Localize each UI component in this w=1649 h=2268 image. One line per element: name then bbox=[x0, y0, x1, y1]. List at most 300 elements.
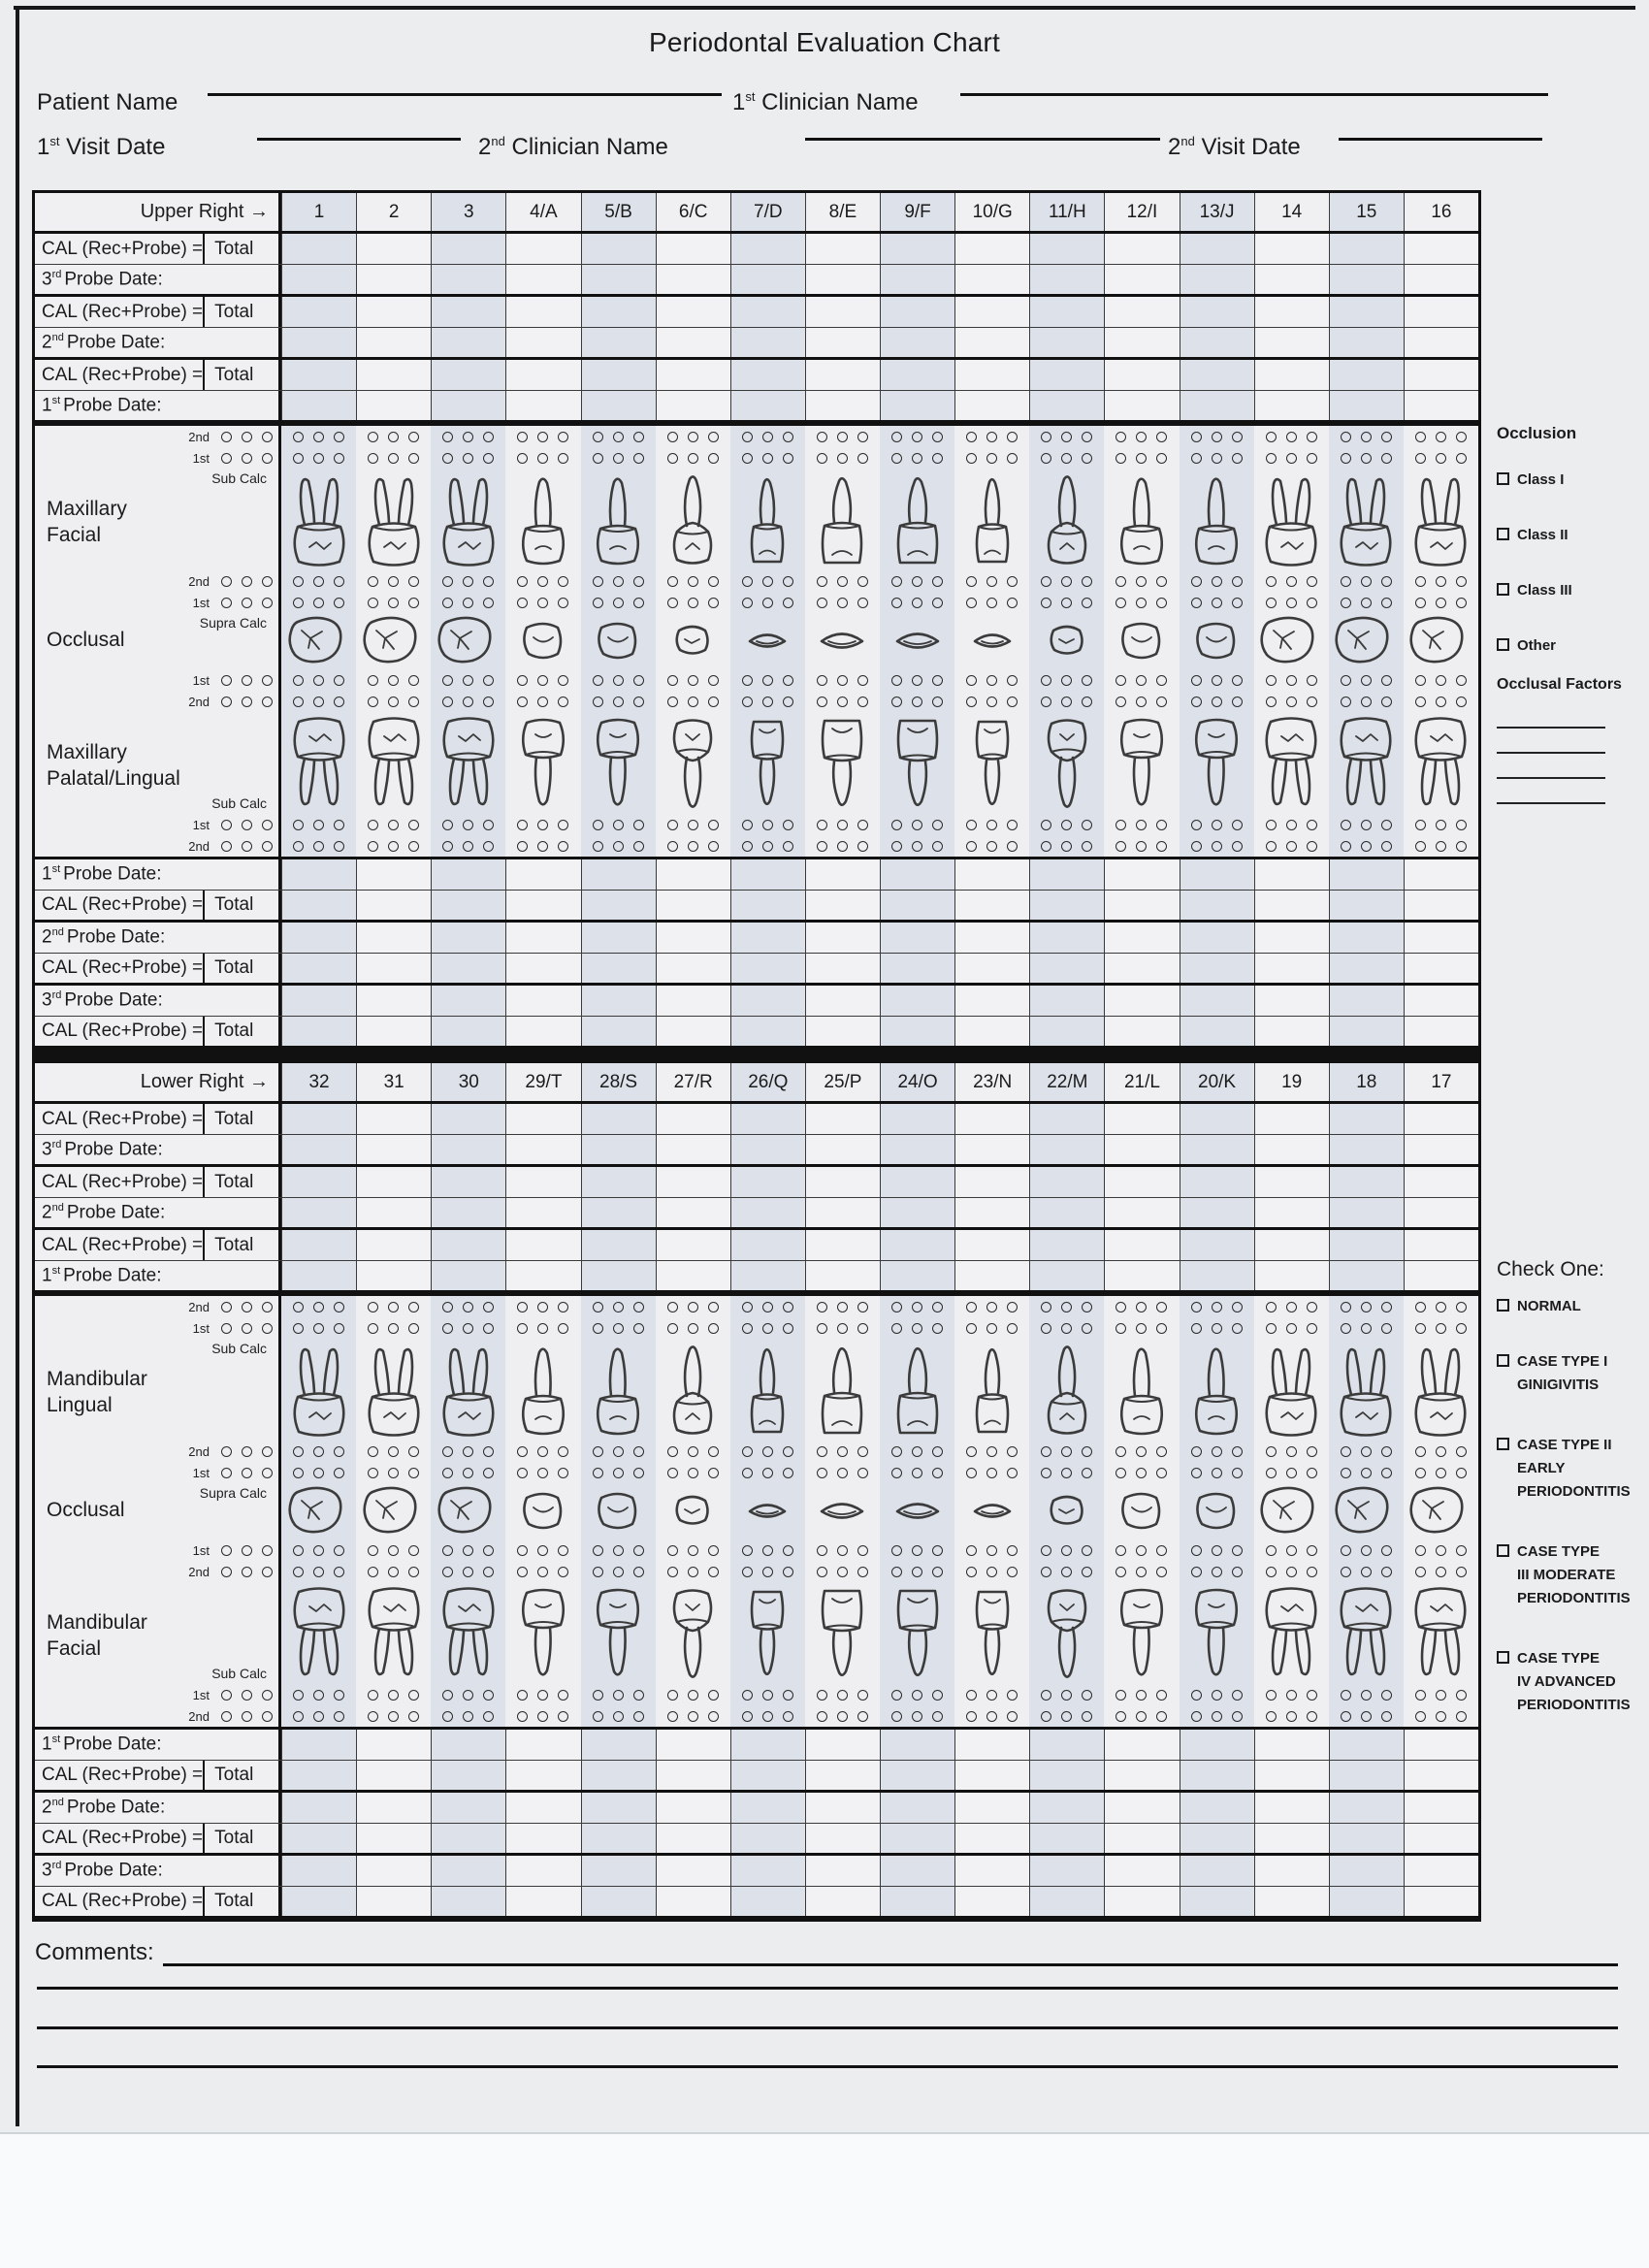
cal-cell-8/E[interactable] bbox=[805, 234, 880, 264]
probe-circle[interactable] bbox=[242, 432, 252, 442]
probe-circle[interactable] bbox=[537, 841, 548, 852]
probe-circle[interactable] bbox=[1341, 1711, 1351, 1722]
probe-circle[interactable] bbox=[463, 453, 473, 464]
cal-cell-24/O[interactable] bbox=[880, 1887, 954, 1916]
probe-circle[interactable] bbox=[388, 1468, 399, 1478]
cal-cell-2[interactable] bbox=[356, 1017, 431, 1046]
probe-circle[interactable] bbox=[1341, 432, 1351, 442]
cal-cell-16[interactable] bbox=[1404, 954, 1478, 983]
probe-circle[interactable] bbox=[1061, 697, 1072, 707]
cal-cell-13/J[interactable] bbox=[1180, 234, 1254, 264]
probe2-cell-15[interactable] bbox=[1329, 328, 1404, 357]
cal-cell-29/T[interactable] bbox=[505, 1887, 580, 1916]
probe1-cell-8/E[interactable] bbox=[805, 859, 880, 890]
probe-circle[interactable] bbox=[442, 1690, 453, 1701]
probe-circle[interactable] bbox=[783, 432, 793, 442]
probe-circle[interactable] bbox=[408, 1711, 419, 1722]
cal-cell-23/N[interactable] bbox=[954, 1761, 1029, 1790]
probe-circle[interactable] bbox=[408, 1567, 419, 1577]
probe2-cell-7/D[interactable] bbox=[730, 923, 805, 953]
probe-circle[interactable] bbox=[537, 576, 548, 587]
probe-circle[interactable] bbox=[1041, 1302, 1051, 1312]
probe-circle[interactable] bbox=[708, 820, 719, 830]
probe-circle[interactable] bbox=[1456, 1446, 1467, 1457]
probe-circle[interactable] bbox=[242, 1446, 252, 1457]
probe3-cell-13/J[interactable] bbox=[1180, 265, 1254, 294]
probe-circle[interactable] bbox=[313, 453, 324, 464]
cal-cell-32[interactable] bbox=[281, 1824, 356, 1853]
probe1-cell-16[interactable] bbox=[1404, 391, 1478, 420]
probe3-cell-10/G[interactable] bbox=[954, 265, 1029, 294]
probe-circle[interactable] bbox=[891, 675, 902, 686]
probe-circle[interactable] bbox=[837, 1690, 848, 1701]
cal-cell-10/G[interactable] bbox=[954, 954, 1029, 983]
probe-circle[interactable] bbox=[783, 1711, 793, 1722]
probe-circle[interactable] bbox=[537, 1302, 548, 1312]
cal-cell-15[interactable] bbox=[1329, 360, 1404, 390]
probe-circle[interactable] bbox=[1007, 453, 1018, 464]
probe3-cell-26/Q[interactable] bbox=[730, 1856, 805, 1886]
probe-circle[interactable] bbox=[388, 576, 399, 587]
probe-circle[interactable] bbox=[442, 1567, 453, 1577]
probe-circle[interactable] bbox=[633, 453, 644, 464]
cal-cell-29/T[interactable] bbox=[505, 1104, 580, 1134]
probe1-cell-12/I[interactable] bbox=[1104, 391, 1179, 420]
probe-circle[interactable] bbox=[932, 1711, 943, 1722]
probe-circle[interactable] bbox=[1116, 432, 1126, 442]
probe1-cell-11/H[interactable] bbox=[1029, 391, 1104, 420]
cal-cell-27/R[interactable] bbox=[656, 1761, 730, 1790]
probe-circle[interactable] bbox=[1266, 1302, 1277, 1312]
probe2-cell-30[interactable] bbox=[431, 1793, 505, 1823]
probe-circle[interactable] bbox=[1286, 1567, 1297, 1577]
probe-circle[interactable] bbox=[837, 453, 848, 464]
probe-circle[interactable] bbox=[262, 1690, 273, 1701]
probe-circle[interactable] bbox=[463, 1711, 473, 1722]
probe-circle[interactable] bbox=[742, 1446, 753, 1457]
probe-circle[interactable] bbox=[1232, 453, 1243, 464]
probe-circle[interactable] bbox=[986, 841, 997, 852]
probe-circle[interactable] bbox=[1341, 1567, 1351, 1577]
probe1-cell-27/R[interactable] bbox=[656, 1730, 730, 1760]
probe-circle[interactable] bbox=[1361, 453, 1372, 464]
probe-circle[interactable] bbox=[742, 841, 753, 852]
probe2-cell-9/F[interactable] bbox=[880, 328, 954, 357]
probe3-cell-1[interactable] bbox=[281, 986, 356, 1016]
probe2-cell-25/P[interactable] bbox=[805, 1793, 880, 1823]
probe-circle[interactable] bbox=[388, 1545, 399, 1556]
probe-circle[interactable] bbox=[762, 1567, 773, 1577]
probe-circle[interactable] bbox=[667, 598, 678, 608]
probe-circle[interactable] bbox=[537, 1567, 548, 1577]
cal-cell-26/Q[interactable] bbox=[730, 1167, 805, 1197]
probe2-cell-22/M[interactable] bbox=[1029, 1793, 1104, 1823]
probe-circle[interactable] bbox=[857, 1545, 868, 1556]
probe-circle[interactable] bbox=[442, 598, 453, 608]
probe-circle[interactable] bbox=[1232, 432, 1243, 442]
probe-circle[interactable] bbox=[762, 1545, 773, 1556]
probe-circle[interactable] bbox=[1212, 1690, 1222, 1701]
occlusal-factor-line[interactable] bbox=[1497, 703, 1605, 729]
cal-cell-23/N[interactable] bbox=[954, 1887, 1029, 1916]
probe-circle[interactable] bbox=[334, 675, 344, 686]
probe3-cell-28/S[interactable] bbox=[581, 1856, 656, 1886]
probe-circle[interactable] bbox=[483, 697, 494, 707]
probe-circle[interactable] bbox=[1415, 576, 1426, 587]
cal-cell-6/C[interactable] bbox=[656, 234, 730, 264]
probe-circle[interactable] bbox=[463, 432, 473, 442]
probe2-cell-29/T[interactable] bbox=[505, 1793, 580, 1823]
cal-cell-9/F[interactable] bbox=[880, 234, 954, 264]
probe-circle[interactable] bbox=[517, 453, 528, 464]
probe-circle[interactable] bbox=[891, 432, 902, 442]
probe-circle[interactable] bbox=[1361, 598, 1372, 608]
probe-circle[interactable] bbox=[368, 453, 378, 464]
cal-cell-13/J[interactable] bbox=[1180, 1017, 1254, 1046]
probe3-cell-32[interactable] bbox=[281, 1135, 356, 1164]
probe3-cell-2[interactable] bbox=[356, 986, 431, 1016]
cal-cell-28/S[interactable] bbox=[581, 1167, 656, 1197]
probe-circle[interactable] bbox=[463, 1567, 473, 1577]
probe-circle[interactable] bbox=[1286, 820, 1297, 830]
probe-circle[interactable] bbox=[593, 432, 603, 442]
probe3-cell-24/O[interactable] bbox=[880, 1856, 954, 1886]
probe3-cell-14[interactable] bbox=[1254, 986, 1329, 1016]
probe-circle[interactable] bbox=[667, 697, 678, 707]
probe-circle[interactable] bbox=[1007, 1545, 1018, 1556]
cal-cell-9/F[interactable] bbox=[880, 1017, 954, 1046]
cal-cell-10/G[interactable] bbox=[954, 1017, 1029, 1046]
probe-circle[interactable] bbox=[1456, 576, 1467, 587]
probe-circle[interactable] bbox=[762, 1446, 773, 1457]
cal-cell-6/C[interactable] bbox=[656, 297, 730, 327]
probe-circle[interactable] bbox=[857, 697, 868, 707]
probe-circle[interactable] bbox=[912, 675, 922, 686]
probe-circle[interactable] bbox=[1436, 1711, 1446, 1722]
probe-circle[interactable] bbox=[1266, 1323, 1277, 1334]
probe1-cell-18[interactable] bbox=[1329, 1261, 1404, 1290]
probe-circle[interactable] bbox=[1041, 1711, 1051, 1722]
probe-circle[interactable] bbox=[368, 432, 378, 442]
probe-circle[interactable] bbox=[1082, 1446, 1092, 1457]
probe-circle[interactable] bbox=[1136, 841, 1147, 852]
cal-cell-10/G[interactable] bbox=[954, 234, 1029, 264]
probe-circle[interactable] bbox=[633, 1468, 644, 1478]
probe-circle[interactable] bbox=[293, 1323, 304, 1334]
probe-circle[interactable] bbox=[537, 432, 548, 442]
probe-circle[interactable] bbox=[368, 1711, 378, 1722]
probe-circle[interactable] bbox=[1341, 1302, 1351, 1312]
probe-circle[interactable] bbox=[388, 1567, 399, 1577]
probe-circle[interactable] bbox=[1212, 1468, 1222, 1478]
probe-circle[interactable] bbox=[708, 1446, 719, 1457]
probe-circle[interactable] bbox=[537, 1468, 548, 1478]
cal-cell-21/L[interactable] bbox=[1104, 1230, 1179, 1260]
probe1-cell-22/M[interactable] bbox=[1029, 1261, 1104, 1290]
probe-circle[interactable] bbox=[483, 1323, 494, 1334]
cal-cell-17[interactable] bbox=[1404, 1761, 1478, 1790]
probe-circle[interactable] bbox=[1082, 1567, 1092, 1577]
cal-cell-4/A[interactable] bbox=[505, 1017, 580, 1046]
probe-circle[interactable] bbox=[932, 576, 943, 587]
probe-circle[interactable] bbox=[558, 576, 568, 587]
probe3-cell-11/H[interactable] bbox=[1029, 265, 1104, 294]
checkbox[interactable] bbox=[1497, 1544, 1509, 1557]
probe-circle[interactable] bbox=[221, 1323, 232, 1334]
probe3-cell-6/C[interactable] bbox=[656, 986, 730, 1016]
probe-circle[interactable] bbox=[986, 1302, 997, 1312]
probe-circle[interactable] bbox=[1156, 675, 1167, 686]
probe-circle[interactable] bbox=[1307, 841, 1317, 852]
probe-circle[interactable] bbox=[221, 1711, 232, 1722]
probe-circle[interactable] bbox=[1456, 841, 1467, 852]
probe-circle[interactable] bbox=[762, 841, 773, 852]
cal-cell-17[interactable] bbox=[1404, 1104, 1478, 1134]
probe2-cell-2[interactable] bbox=[356, 328, 431, 357]
probe-circle[interactable] bbox=[463, 1545, 473, 1556]
probe-circle[interactable] bbox=[1436, 1567, 1446, 1577]
probe-circle[interactable] bbox=[334, 1446, 344, 1457]
probe-circle[interactable] bbox=[593, 1323, 603, 1334]
probe-circle[interactable] bbox=[221, 598, 232, 608]
probe-circle[interactable] bbox=[1082, 1545, 1092, 1556]
probe-circle[interactable] bbox=[388, 675, 399, 686]
probe-circle[interactable] bbox=[221, 453, 232, 464]
probe-circle[interactable] bbox=[1361, 576, 1372, 587]
probe-circle[interactable] bbox=[313, 675, 324, 686]
probe1-cell-23/N[interactable] bbox=[954, 1730, 1029, 1760]
probe-circle[interactable] bbox=[1232, 841, 1243, 852]
cal-cell-17[interactable] bbox=[1404, 1887, 1478, 1916]
probe2-cell-1[interactable] bbox=[281, 328, 356, 357]
probe2-cell-4/A[interactable] bbox=[505, 923, 580, 953]
probe-circle[interactable] bbox=[817, 1446, 827, 1457]
probe-circle[interactable] bbox=[537, 1446, 548, 1457]
cal-cell-24/O[interactable] bbox=[880, 1167, 954, 1197]
probe2-cell-23/N[interactable] bbox=[954, 1198, 1029, 1227]
probe-circle[interactable] bbox=[891, 453, 902, 464]
probe-circle[interactable] bbox=[1116, 820, 1126, 830]
probe-circle[interactable] bbox=[1456, 598, 1467, 608]
probe3-cell-13/J[interactable] bbox=[1180, 986, 1254, 1016]
cal-cell-15[interactable] bbox=[1329, 297, 1404, 327]
probe-circle[interactable] bbox=[1156, 1446, 1167, 1457]
probe-circle[interactable] bbox=[633, 675, 644, 686]
probe-circle[interactable] bbox=[368, 1690, 378, 1701]
probe-circle[interactable] bbox=[912, 697, 922, 707]
probe-circle[interactable] bbox=[1156, 1468, 1167, 1478]
probe-circle[interactable] bbox=[262, 675, 273, 686]
visit1-line[interactable] bbox=[257, 138, 461, 141]
probe-circle[interactable] bbox=[932, 697, 943, 707]
probe-circle[interactable] bbox=[783, 576, 793, 587]
probe-circle[interactable] bbox=[1007, 576, 1018, 587]
probe-circle[interactable] bbox=[463, 576, 473, 587]
probe-circle[interactable] bbox=[912, 576, 922, 587]
checkbox[interactable] bbox=[1497, 528, 1509, 540]
probe3-cell-31[interactable] bbox=[356, 1135, 431, 1164]
probe-circle[interactable] bbox=[558, 453, 568, 464]
probe1-cell-20/K[interactable] bbox=[1180, 1730, 1254, 1760]
probe2-cell-20/K[interactable] bbox=[1180, 1793, 1254, 1823]
cal-cell-14[interactable] bbox=[1254, 360, 1329, 390]
probe-circle[interactable] bbox=[1232, 1690, 1243, 1701]
probe-circle[interactable] bbox=[633, 1302, 644, 1312]
probe2-cell-28/S[interactable] bbox=[581, 1793, 656, 1823]
probe-circle[interactable] bbox=[1361, 841, 1372, 852]
probe-circle[interactable] bbox=[368, 675, 378, 686]
probe-circle[interactable] bbox=[837, 675, 848, 686]
probe-circle[interactable] bbox=[1436, 598, 1446, 608]
probe-circle[interactable] bbox=[762, 1323, 773, 1334]
cal-cell-31[interactable] bbox=[356, 1104, 431, 1134]
probe-circle[interactable] bbox=[388, 841, 399, 852]
probe-circle[interactable] bbox=[762, 453, 773, 464]
cal-cell-21/L[interactable] bbox=[1104, 1167, 1179, 1197]
probe-circle[interactable] bbox=[966, 453, 977, 464]
probe1-cell-31[interactable] bbox=[356, 1261, 431, 1290]
probe-circle[interactable] bbox=[1041, 1545, 1051, 1556]
probe-circle[interactable] bbox=[613, 1545, 624, 1556]
cal-cell-13/J[interactable] bbox=[1180, 954, 1254, 983]
patient-name-line[interactable] bbox=[208, 93, 722, 96]
probe-circle[interactable] bbox=[242, 675, 252, 686]
probe-circle[interactable] bbox=[537, 820, 548, 830]
probe-circle[interactable] bbox=[1266, 432, 1277, 442]
probe-circle[interactable] bbox=[1456, 432, 1467, 442]
cal-cell-19[interactable] bbox=[1254, 1167, 1329, 1197]
probe-circle[interactable] bbox=[463, 820, 473, 830]
probe-circle[interactable] bbox=[537, 1545, 548, 1556]
probe-circle[interactable] bbox=[1007, 598, 1018, 608]
probe1-cell-26/Q[interactable] bbox=[730, 1261, 805, 1290]
probe-circle[interactable] bbox=[688, 432, 698, 442]
probe2-cell-6/C[interactable] bbox=[656, 923, 730, 953]
probe-circle[interactable] bbox=[334, 1302, 344, 1312]
probe-circle[interactable] bbox=[1232, 1468, 1243, 1478]
cal-cell-4/A[interactable] bbox=[505, 234, 580, 264]
probe-circle[interactable] bbox=[708, 1302, 719, 1312]
probe-circle[interactable] bbox=[483, 1690, 494, 1701]
probe-circle[interactable] bbox=[1286, 1545, 1297, 1556]
probe-circle[interactable] bbox=[742, 453, 753, 464]
probe-circle[interactable] bbox=[986, 598, 997, 608]
cal-cell-22/M[interactable] bbox=[1029, 1230, 1104, 1260]
cal-cell-5/B[interactable] bbox=[581, 360, 656, 390]
probe-circle[interactable] bbox=[262, 1468, 273, 1478]
cal-cell-11/H[interactable] bbox=[1029, 954, 1104, 983]
cal-cell-13/J[interactable] bbox=[1180, 297, 1254, 327]
probe-circle[interactable] bbox=[313, 1690, 324, 1701]
probe-circle[interactable] bbox=[1381, 1567, 1392, 1577]
probe-circle[interactable] bbox=[1307, 432, 1317, 442]
probe1-cell-30[interactable] bbox=[431, 1261, 505, 1290]
probe-circle[interactable] bbox=[891, 841, 902, 852]
probe-circle[interactable] bbox=[633, 598, 644, 608]
probe-circle[interactable] bbox=[986, 697, 997, 707]
probe-circle[interactable] bbox=[388, 598, 399, 608]
probe3-cell-11/H[interactable] bbox=[1029, 986, 1104, 1016]
probe-circle[interactable] bbox=[1361, 1302, 1372, 1312]
probe-circle[interactable] bbox=[1456, 697, 1467, 707]
probe-circle[interactable] bbox=[1361, 1545, 1372, 1556]
cal-cell-27/R[interactable] bbox=[656, 1887, 730, 1916]
probe-circle[interactable] bbox=[633, 697, 644, 707]
probe-circle[interactable] bbox=[1286, 675, 1297, 686]
probe1-cell-12/I[interactable] bbox=[1104, 859, 1179, 890]
probe2-cell-19[interactable] bbox=[1254, 1793, 1329, 1823]
cal-cell-13/J[interactable] bbox=[1180, 360, 1254, 390]
probe-circle[interactable] bbox=[1307, 1468, 1317, 1478]
probe2-cell-21/L[interactable] bbox=[1104, 1198, 1179, 1227]
probe-circle[interactable] bbox=[1415, 697, 1426, 707]
probe-circle[interactable] bbox=[1361, 1567, 1372, 1577]
probe-circle[interactable] bbox=[1361, 1711, 1372, 1722]
probe-circle[interactable] bbox=[1361, 675, 1372, 686]
probe-circle[interactable] bbox=[1286, 1690, 1297, 1701]
probe-circle[interactable] bbox=[262, 1302, 273, 1312]
cal-cell-26/Q[interactable] bbox=[730, 1761, 805, 1790]
probe-circle[interactable] bbox=[517, 1567, 528, 1577]
probe2-cell-13/J[interactable] bbox=[1180, 328, 1254, 357]
probe-circle[interactable] bbox=[368, 576, 378, 587]
probe-circle[interactable] bbox=[1116, 1545, 1126, 1556]
probe-circle[interactable] bbox=[221, 675, 232, 686]
probe-circle[interactable] bbox=[857, 1302, 868, 1312]
cal-cell-3[interactable] bbox=[431, 234, 505, 264]
probe-circle[interactable] bbox=[1136, 1545, 1147, 1556]
probe-circle[interactable] bbox=[242, 820, 252, 830]
cal-cell-26/Q[interactable] bbox=[730, 1230, 805, 1260]
probe-circle[interactable] bbox=[1436, 1302, 1446, 1312]
probe-circle[interactable] bbox=[221, 1567, 232, 1577]
probe-circle[interactable] bbox=[1082, 697, 1092, 707]
probe-circle[interactable] bbox=[1286, 1446, 1297, 1457]
cal-cell-17[interactable] bbox=[1404, 1824, 1478, 1853]
probe3-cell-17[interactable] bbox=[1404, 1135, 1478, 1164]
probe-circle[interactable] bbox=[688, 598, 698, 608]
probe-circle[interactable] bbox=[613, 1468, 624, 1478]
probe2-cell-31[interactable] bbox=[356, 1198, 431, 1227]
probe3-cell-22/M[interactable] bbox=[1029, 1135, 1104, 1164]
probe1-cell-4/A[interactable] bbox=[505, 391, 580, 420]
cal-cell-31[interactable] bbox=[356, 1887, 431, 1916]
probe-circle[interactable] bbox=[1307, 1711, 1317, 1722]
cal-cell-4/A[interactable] bbox=[505, 360, 580, 390]
probe-circle[interactable] bbox=[1212, 1302, 1222, 1312]
probe-circle[interactable] bbox=[1191, 453, 1202, 464]
probe-circle[interactable] bbox=[313, 1302, 324, 1312]
probe-circle[interactable] bbox=[442, 453, 453, 464]
probe-circle[interactable] bbox=[1232, 598, 1243, 608]
probe-circle[interactable] bbox=[1041, 598, 1051, 608]
probe-circle[interactable] bbox=[368, 820, 378, 830]
probe3-cell-22/M[interactable] bbox=[1029, 1856, 1104, 1886]
probe3-cell-9/F[interactable] bbox=[880, 986, 954, 1016]
probe-circle[interactable] bbox=[537, 453, 548, 464]
probe-circle[interactable] bbox=[1007, 820, 1018, 830]
probe2-cell-27/R[interactable] bbox=[656, 1198, 730, 1227]
probe-circle[interactable] bbox=[1061, 1302, 1072, 1312]
cal-cell-26/Q[interactable] bbox=[730, 1824, 805, 1853]
probe-circle[interactable] bbox=[1456, 1690, 1467, 1701]
probe2-cell-17[interactable] bbox=[1404, 1198, 1478, 1227]
probe-circle[interactable] bbox=[1266, 697, 1277, 707]
probe-circle[interactable] bbox=[966, 432, 977, 442]
probe-circle[interactable] bbox=[442, 1545, 453, 1556]
probe-circle[interactable] bbox=[1212, 1545, 1222, 1556]
probe1-cell-13/J[interactable] bbox=[1180, 859, 1254, 890]
